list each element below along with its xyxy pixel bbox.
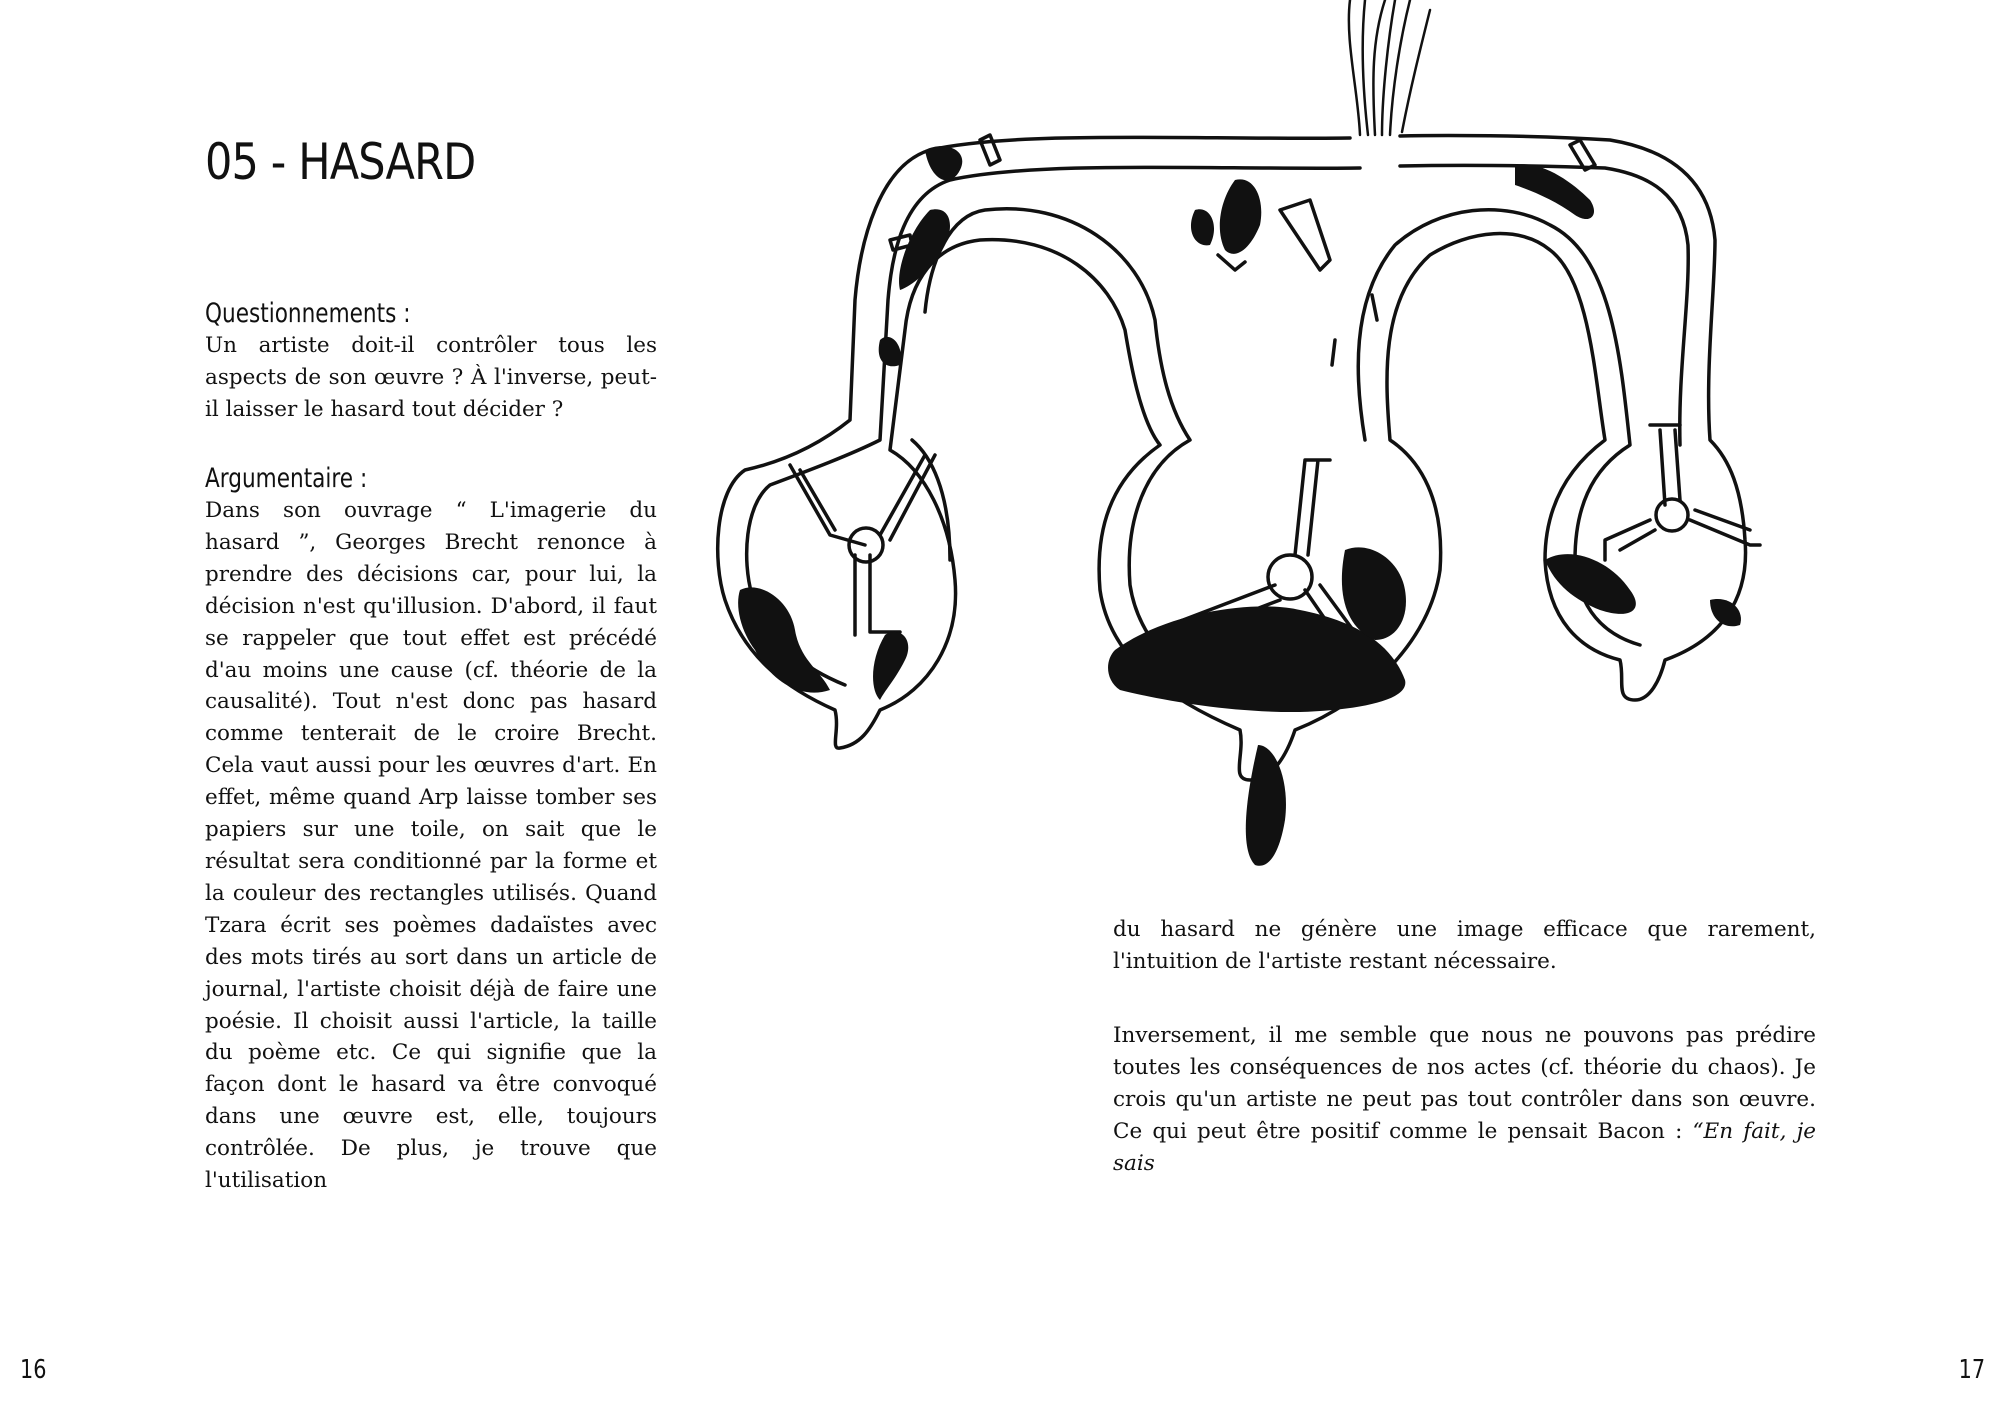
questions-heading: Questionnements : xyxy=(205,298,411,329)
argument-heading: Argumentaire : xyxy=(205,463,368,494)
ink-blob-left xyxy=(738,587,830,692)
continued-text: du hasard ne génère une image efficace que rarement, l'intuition de l'artiste restant nécessaire. xyxy=(1113,917,1816,974)
page-title: 05 - HASARD xyxy=(205,133,476,191)
left-flask-fork xyxy=(790,455,935,635)
tube-flask-illustration xyxy=(700,0,1830,890)
inversement-text xyxy=(1113,1020,1816,1180)
ink-blob-right xyxy=(1545,554,1636,614)
ink-blob-upper-center xyxy=(1191,179,1261,253)
page-number-right: 17 xyxy=(1958,1355,1985,1385)
page-number-left: 16 xyxy=(20,1355,47,1385)
argument-text: Dans son ouvrage “ L'imagerie du hasard ”, Georges Brecht renonce à prendre des décisions car, pour lui, la décision n'est qu'illusion. D'abord, il faut se rappeler que tout effet est précédé d'au moins une cause (cf. théorie de la causalité). Tout n'est donc pas hasard comme tenterait de le croire Brecht. Cela vaut aussi pour les œuvres d'art. En effet, même quand Arp laisse tomber ses papiers sur une toile, on sait que le résultat sera conditionné par la forme et la couleur des rectangles utilisés. Quand Tzara écrit ses poèmes dadaïstes avec des mots tirés au sort dans un article de journal, l'artiste choisit déjà de faire une poésie. Il choisit aussi l'article, la taille du poème etc. Ce qui signifie que la façon dont le hasard va être convoqué dans une œuvre est, elle, toujours contrôlée. De plus, je trouve que l'utilisation xyxy=(205,498,657,1194)
questions-text: Un artiste doit-il contrôler tous les aspects de son œuvre ? À l'inverse, peut-il laisser le hasard tout décider ? xyxy=(205,333,657,422)
inversement-body: Inversement, il me semble que nous ne pouvons pas prédire toutes les conséquences de nos actes (cf. théorie du chaos). Je crois qu'un artiste ne peut pas tout contrôler dans son œuvre. Ce qui peut être positif comme le pensait Bacon : xyxy=(1113,1023,1816,1144)
quote-start: “En fait, je sais xyxy=(1113,1118,1816,1176)
roots-drawing xyxy=(1349,0,1430,135)
ink-blob-upper-right xyxy=(1515,164,1594,219)
